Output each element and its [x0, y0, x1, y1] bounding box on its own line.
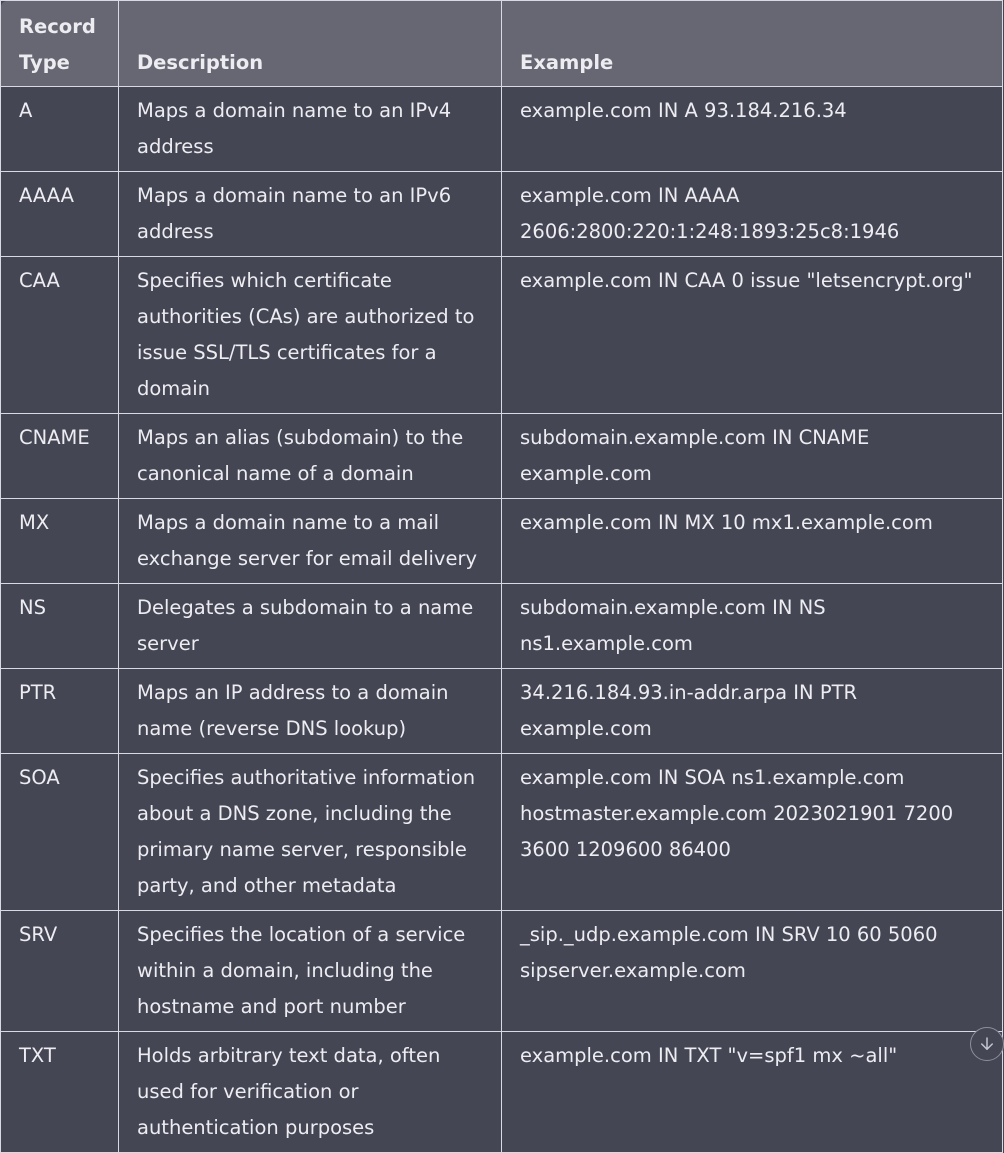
header-description: Description — [119, 1, 502, 87]
header-record-type: Record Type — [1, 1, 119, 87]
table-row — [1, 584, 1003, 669]
table-row — [1, 257, 1003, 414]
table-row — [1, 1032, 1003, 1153]
cell-example: example.com IN SOA ns1.example.com hostmaster.example.com 2023021901 7200 3600 1209600 86400 — [502, 754, 1003, 911]
cell-description: Maps a domain name to an IPv6 address — [119, 172, 502, 257]
cell-example: 34.216.184.93.in-addr.arpa IN PTR example.com — [502, 669, 1003, 754]
table-row — [1, 669, 1003, 754]
cell-record-type: MX — [1, 499, 119, 584]
cell-record-type: SOA — [1, 754, 119, 911]
cell-record-type: NS — [1, 584, 119, 669]
table-row — [1, 87, 1003, 172]
table-row — [1, 499, 1003, 584]
cell-description: Specifies the location of a service within a domain, including the hostname and port number — [119, 911, 502, 1032]
cell-record-type: AAAA — [1, 172, 119, 257]
cell-description: Maps a domain name to a mail exchange server for email delivery — [119, 499, 502, 584]
cell-description: Holds arbitrary text data, often used for verification or authentication purposes — [119, 1032, 502, 1153]
cell-example: example.com IN CAA 0 issue "letsencrypt.org" — [502, 257, 1003, 414]
cell-description: Specifies which certificate authorities (CAs) are authorized to issue SSL/TLS certificates for a domain — [119, 257, 502, 414]
cell-record-type: SRV — [1, 911, 119, 1032]
table-row — [1, 172, 1003, 257]
scroll-to-bottom-button[interactable] — [970, 1027, 1004, 1061]
header-example: Example — [502, 1, 1003, 87]
cell-example: subdomain.example.com IN CNAME example.com — [502, 414, 1003, 499]
cell-example: _sip._udp.example.com IN SRV 10 60 5060 sipserver.example.com — [502, 911, 1003, 1032]
table-header — [1, 1, 1003, 87]
cell-example: example.com IN AAAA 2606:2800:220:1:248:1893:25c8:1946 — [502, 172, 1003, 257]
cell-record-type: CNAME — [1, 414, 119, 499]
cell-record-type: TXT — [1, 1032, 119, 1153]
cell-description: Delegates a subdomain to a name server — [119, 584, 502, 669]
table-body — [1, 87, 1003, 1153]
cell-description: Maps an alias (subdomain) to the canonical name of a domain — [119, 414, 502, 499]
cell-description: Maps a domain name to an IPv4 address — [119, 87, 502, 172]
cell-record-type: A — [1, 87, 119, 172]
cell-description: Specifies authoritative information about a DNS zone, including the primary name server, responsible party, and other metadata — [119, 754, 502, 911]
arrow-down-icon — [978, 1035, 996, 1053]
cell-description: Maps an IP address to a domain name (reverse DNS lookup) — [119, 669, 502, 754]
cell-record-type: PTR — [1, 669, 119, 754]
table-row — [1, 414, 1003, 499]
cell-record-type: CAA — [1, 257, 119, 414]
table-row — [1, 754, 1003, 911]
cell-example: example.com IN TXT "v=spf1 mx ~all" — [502, 1032, 1003, 1153]
cell-example: example.com IN A 93.184.216.34 — [502, 87, 1003, 172]
header-row — [1, 1, 1003, 87]
table-row — [1, 911, 1003, 1032]
cell-example: subdomain.example.com IN NS ns1.example.com — [502, 584, 1003, 669]
cell-example: example.com IN MX 10 mx1.example.com — [502, 499, 1003, 584]
